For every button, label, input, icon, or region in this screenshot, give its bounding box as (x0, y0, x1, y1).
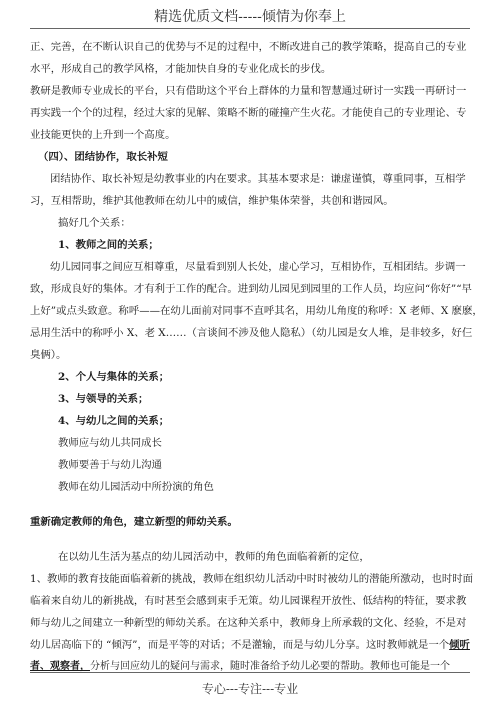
emphasis-text: 倾听 (449, 639, 470, 651)
paragraph-line: 再实践一个个的过程，经过大家的见解、策略不断的碰撞产生火花。才能使自己的专业理论、专 (30, 107, 467, 119)
subheading: 4、与幼儿之间的关系； (58, 415, 170, 427)
paragraph-line: 者、观察者，分析与回应幼儿的疑问与需求，随时准备给予幼儿必要的帮助。教师也可能是一个 (30, 661, 450, 672)
list-item: 教师在幼儿园活动中所扮演的角色 (58, 481, 214, 493)
header-divider (30, 28, 470, 29)
page-header: 精选优质文档-----倾情为你奉上 (154, 9, 346, 25)
section-heading: （四）、团结协作，取长补短 (38, 151, 168, 163)
paragraph-line: 幼儿园同事之间应互相尊重，尽量看到别人长处，虚心学习，互相协作，互相团结。步调一 (50, 261, 466, 273)
list-item: 教师应与幼儿共同成长 (58, 437, 162, 449)
footer-divider (30, 672, 470, 673)
section-heading: 重新确定教师的角色，建立新型的师幼关系。 (30, 516, 238, 528)
subheading: 1、教师之间的关系； (58, 239, 159, 251)
paragraph-line: 忌用生活中的称呼小 X、老 X……（言谈间不涉及他人隐私）（幼儿园是女人堆，是非较多，好仨 (30, 327, 473, 339)
paragraph-line: 水平，形成自己的教学风格，才能加快自身的专业化成长的步伐。 (30, 63, 332, 75)
paragraph-line: 临着来自幼儿的新挑战，有时甚至会感到束手无策。幼儿园课程开放性、低结构的特征，要求教 (30, 595, 467, 607)
paragraph-line: 在以幼儿生活为基点的幼儿园活动中，教师的角色面临着新的定位， (58, 551, 370, 563)
paragraph-line: 幼儿居高临下的 “倾泻”，而是平等的对话；不是灌输，而是与幼儿分享。这时教师就是一个倾听 (30, 639, 470, 651)
paragraph-line: 教研是教师专业成长的平台，只有借助这个平台上群体的力量和智慧通过研讨一实践一再研讨一 (30, 85, 467, 97)
paragraph-line: 习，互相帮助，维护其他教师在幼儿中的威信，维护集体荣誉，共创和谐园风。 (30, 195, 394, 207)
paragraph-line: 正、完善，在不断认识自己的优势与不足的过程中，不断改进自己的教学策略，提高自己的专业 (30, 41, 467, 53)
paragraph-line: 1、教师的教育技能面临着新的挑战，教师在组织幼儿活动中时时被幼儿的潜能所激动，也时时面 (30, 573, 474, 585)
paragraph-line: 搞好几个关系： (58, 217, 131, 229)
subheading: 2、个人与集体的关系； (58, 371, 170, 383)
subheading: 3、与领导的关系； (58, 393, 149, 405)
paragraph-line: 上好”或点头致意。称呼——在幼儿面前对同事不直呼其名，用幼儿角度的称呼：X 老师、X 麽麽， (30, 305, 483, 317)
paragraph-line: 师与幼儿之间建立一种新型的师幼关系。在这种关系中，教师身上所承载的文化、经验，不是对 (30, 617, 467, 629)
list-item: 教师要善于与幼儿沟通 (58, 459, 162, 471)
page-footer: 专心---专注---专业 (201, 682, 299, 696)
paragraph-line: 臭俩）。 (30, 349, 67, 361)
paragraph-line: 团结协作、取长补短是幼教事业的内在要求。其基本要求是：谦虚谨慎，尊重同事，互相学 (50, 173, 466, 185)
paragraph-line: 致，形成良好的集体。才有利于工作的配合。进到幼儿园见到园里的工作人员，均应问“你好”“早 (30, 283, 472, 295)
paragraph-line: 业技能更快的上升到一个高度。 (30, 129, 176, 141)
emphasis-text: 者、观察者， (30, 661, 90, 672)
